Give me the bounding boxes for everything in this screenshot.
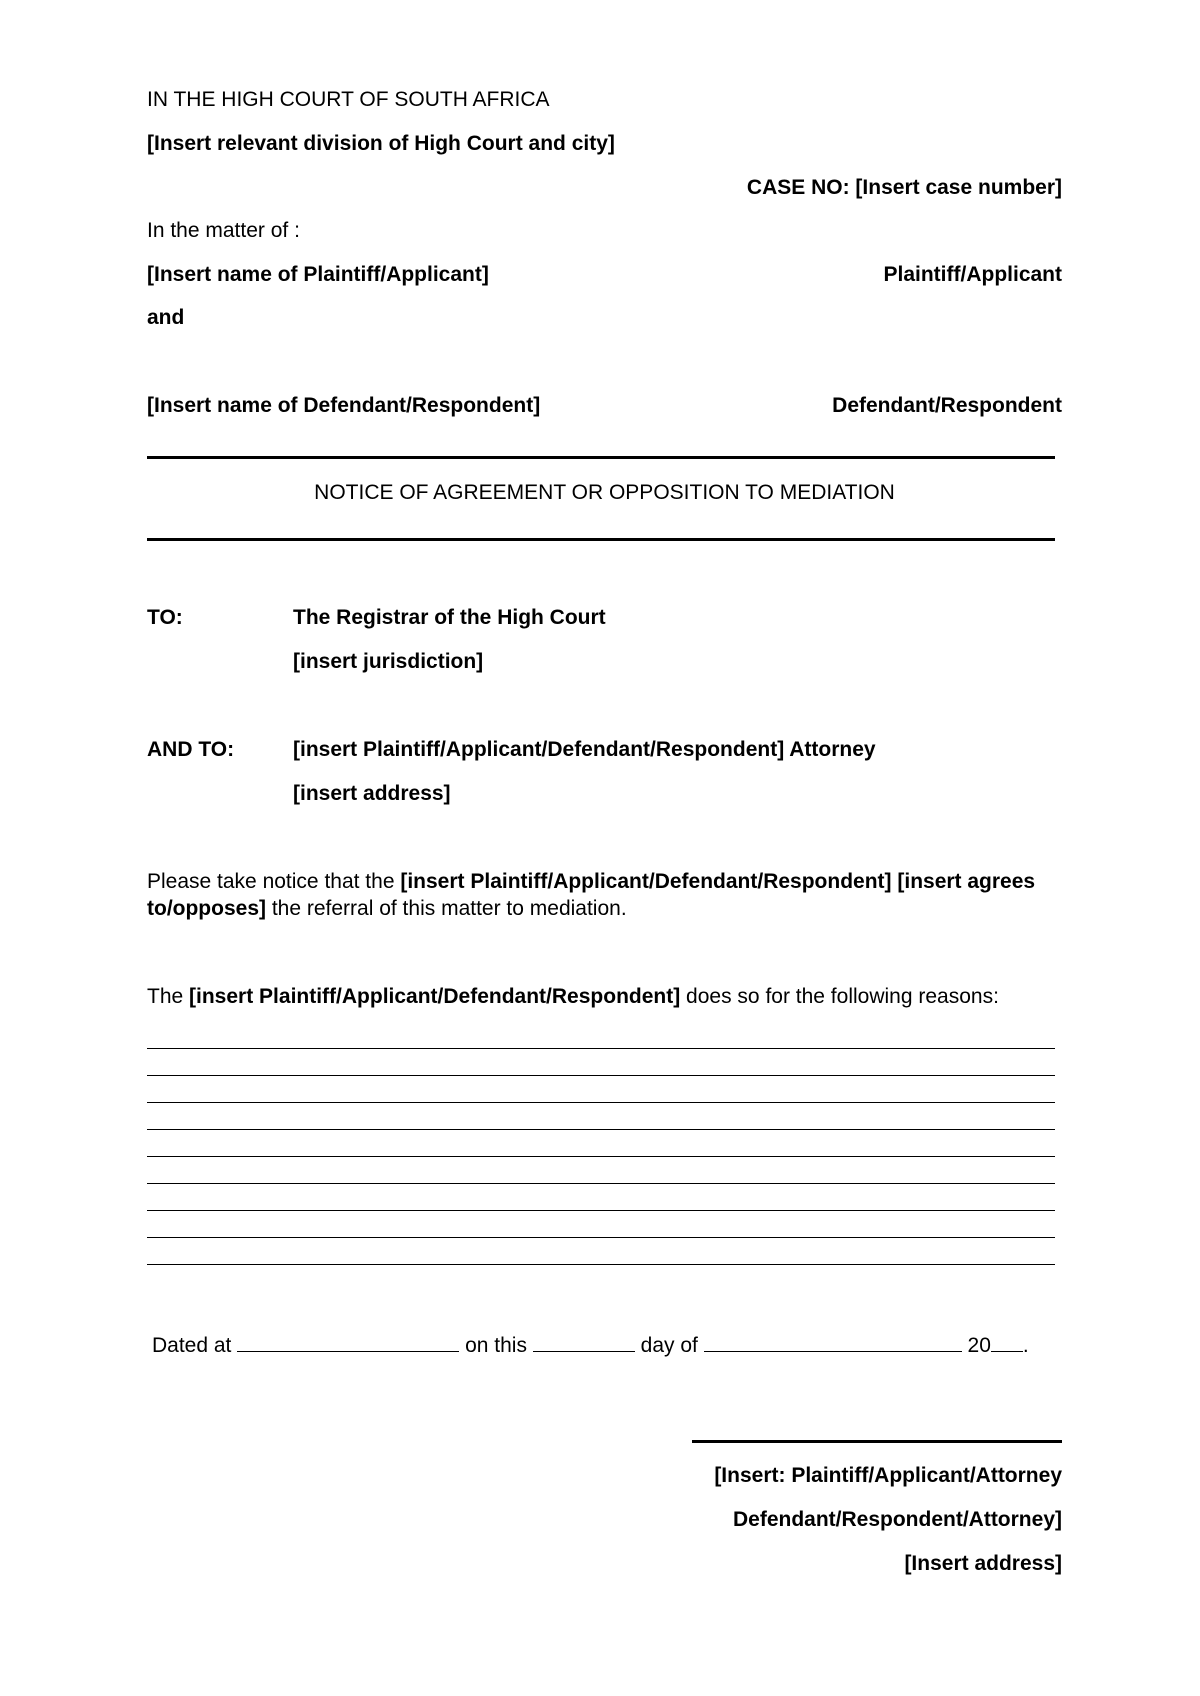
signature-party-line2: Defendant/Respondent/Attorney]: [732, 1508, 1062, 1531]
reason-line[interactable]: [147, 1156, 1055, 1157]
document-title: NOTICE OF AGREEMENT OR OPPOSITION TO MEDIATION: [314, 481, 895, 504]
dated-end: .: [1022, 1334, 1029, 1357]
signature-address: [Insert address]: [904, 1552, 1062, 1575]
reasons-paragraph: [147, 983, 1057, 1010]
year-prefix: 20: [967, 1334, 991, 1357]
reason-line[interactable]: [147, 1237, 1055, 1238]
and-conjunction: and: [147, 306, 185, 329]
reason-line[interactable]: [147, 1129, 1055, 1130]
reason-line[interactable]: [147, 1075, 1055, 1076]
and-to-attorney: [insert Plaintiff/Applicant/Defendant/Respondent] Attorney: [293, 738, 876, 761]
and-to-label: AND TO:: [147, 738, 235, 761]
signature-party-line1: [Insert: Plaintiff/Applicant/Attorney: [714, 1464, 1062, 1487]
dated-line: [152, 1333, 1029, 1359]
title-top-rule: [147, 456, 1055, 459]
to-registrar: The Registrar of the High Court: [293, 606, 606, 629]
plaintiff-name: [Insert name of Plaintiff/Applicant]: [147, 263, 489, 286]
reasons-party-placeholder: [insert Plaintiff/Applicant/Defendant/Respondent]: [189, 985, 681, 1008]
signature-line[interactable]: [692, 1440, 1062, 1443]
reasons-text-end: does so for the following reasons:: [680, 985, 999, 1008]
year-blank[interactable]: [991, 1333, 1023, 1352]
notice-text-start: Please take notice that the: [147, 870, 401, 893]
defendant-name: [Insert name of Defendant/Respondent]: [147, 394, 541, 417]
dated-place-blank[interactable]: [237, 1333, 459, 1352]
reason-line[interactable]: [147, 1183, 1055, 1184]
plaintiff-role: Plaintiff/Applicant: [883, 263, 1062, 286]
day-of-label: day of: [640, 1334, 698, 1357]
and-to-address: [insert address]: [293, 782, 451, 805]
notice-party-placeholder: [insert Plaintiff/Applicant/Defendant/Respondent] [insert agrees to/opposes]: [147, 870, 1036, 920]
reason-line[interactable]: [147, 1102, 1055, 1103]
reasons-text-start: The: [147, 985, 190, 1008]
court-name: IN THE HIGH COURT OF SOUTH AFRICA: [147, 88, 550, 111]
reason-line[interactable]: [147, 1264, 1055, 1265]
to-jurisdiction: [insert jurisdiction]: [293, 650, 484, 673]
defendant-role: Defendant/Respondent: [832, 394, 1062, 417]
title-bottom-rule: [147, 538, 1055, 541]
day-blank[interactable]: [533, 1333, 635, 1352]
matter-intro: In the matter of :: [147, 219, 300, 242]
notice-text-end: the referral of this matter to mediation.: [266, 897, 627, 920]
dated-at-label: Dated at: [152, 1334, 232, 1357]
notice-paragraph: [147, 868, 1057, 922]
division-placeholder: [Insert relevant division of High Court and city]: [147, 132, 615, 155]
month-blank[interactable]: [704, 1333, 962, 1352]
to-label: TO:: [147, 606, 183, 629]
reason-line[interactable]: [147, 1210, 1055, 1211]
on-this-label: on this: [465, 1334, 527, 1357]
reason-line[interactable]: [147, 1048, 1055, 1049]
case-number: CASE NO: [Insert case number]: [746, 176, 1062, 199]
